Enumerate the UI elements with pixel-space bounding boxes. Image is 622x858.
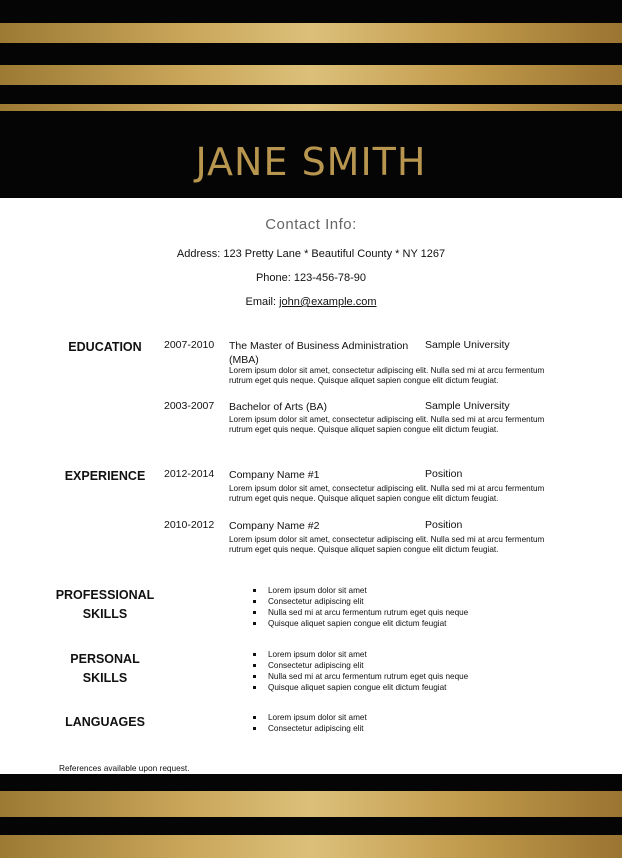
- bottom-black-band-1: [0, 774, 622, 791]
- education-heading: EDUCATION: [68, 340, 142, 354]
- contact-email-line: [0, 296, 622, 308]
- top-gold-stripe-1: [0, 23, 622, 43]
- list-item: Consectetur adipiscing elit: [253, 723, 367, 734]
- contact-email-link[interactable]: john@example.com: [279, 296, 377, 308]
- contact-address: Address: 123 Pretty Lane * Beautiful County * NY 1267: [176, 248, 446, 260]
- list-item: Lorem ipsum dolor sit amet: [253, 712, 367, 723]
- education-2-institution: Sample University: [425, 400, 510, 412]
- top-black-band-3: [0, 85, 622, 104]
- professional-skills-heading: [45, 586, 165, 624]
- experience-2-position: Position: [425, 519, 463, 531]
- list-item: Lorem ipsum dolor sit amet: [253, 585, 468, 596]
- resume-name: JANE SMITH: [195, 140, 427, 184]
- experience-1-position: Position: [425, 468, 463, 480]
- top-black-band-1: [0, 0, 622, 23]
- list-item: Quisque aliquet sapien congue elit dictum feugiat: [253, 682, 468, 693]
- personal-skills-heading-line2: SKILLS: [82, 671, 128, 685]
- contact-phone: Phone: 123-456-78-90: [255, 272, 367, 284]
- education-1-dates: 2007-2010: [164, 339, 215, 351]
- languages-list: [253, 712, 367, 734]
- list-item: Quisque aliquet sapien congue elit dictum feugiat: [253, 618, 468, 629]
- experience-heading: EXPERIENCE: [64, 469, 146, 483]
- contact-title: Contact Info:: [265, 216, 357, 233]
- education-2-title: Bachelor of Arts (BA): [229, 401, 328, 413]
- professional-skills-list: [253, 585, 468, 629]
- experience-1-dates: 2012-2014: [164, 468, 215, 480]
- list-item: Consectetur adipiscing elit: [253, 596, 468, 607]
- education-1-description: Lorem ipsum dolor sit amet, consectetur adipiscing elit. Nulla sed mi at arcu fermentum rutrum eget quis neque. Quisque aliquet sapien congue elit dictum feugiat.: [229, 366, 545, 386]
- professional-skills-heading-line1: PROFESSIONAL: [55, 588, 155, 602]
- experience-2-description: Lorem ipsum dolor sit amet, consectetur adipiscing elit. Nulla sed mi at arcu fermentum rutrum eget quis neque. Quisque aliquet sapien congue elit dictum feugiat.: [229, 535, 545, 555]
- top-gold-stripe-2: [0, 65, 622, 85]
- experience-1-description: Lorem ipsum dolor sit amet, consectetur adipiscing elit. Nulla sed mi at arcu fermentum rutrum eget quis neque. Quisque aliquet sapien congue elit dictum feugiat.: [229, 484, 545, 504]
- list-item: Nulla sed mi at arcu fermentum rutrum eget quis neque: [253, 607, 468, 618]
- bottom-black-band-2: [0, 817, 622, 835]
- languages-heading: LANGUAGES: [65, 715, 145, 729]
- references-note: References available upon request.: [59, 763, 190, 773]
- personal-skills-list: [253, 649, 468, 693]
- experience-2-dates: 2010-2012: [164, 519, 215, 531]
- top-black-band-2: [0, 43, 622, 65]
- bottom-gold-stripe-2: [0, 835, 622, 858]
- bottom-gold-stripe-1: [0, 791, 622, 817]
- list-item: Lorem ipsum dolor sit amet: [253, 649, 468, 660]
- education-1-title: The Master of Business Administration (MBA): [229, 340, 409, 366]
- top-gold-stripe-3: [0, 104, 622, 111]
- personal-skills-heading-line1: PERSONAL: [70, 652, 140, 666]
- personal-skills-heading: [45, 650, 165, 688]
- professional-skills-heading-line2: SKILLS: [82, 607, 128, 621]
- experience-1-title: Company Name #1: [229, 469, 320, 481]
- list-item: Consectetur adipiscing elit: [253, 660, 468, 671]
- contact-email-label: Email:: [245, 296, 277, 308]
- education-1-institution: Sample University: [425, 339, 510, 351]
- education-2-dates: 2003-2007: [164, 400, 215, 412]
- experience-2-title: Company Name #2: [229, 520, 320, 532]
- list-item: Nulla sed mi at arcu fermentum rutrum eget quis neque: [253, 671, 468, 682]
- education-2-description: Lorem ipsum dolor sit amet, consectetur adipiscing elit. Nulla sed mi at arcu fermentum rutrum eget quis neque. Quisque aliquet sapien congue elit dictum feugiat.: [229, 415, 545, 435]
